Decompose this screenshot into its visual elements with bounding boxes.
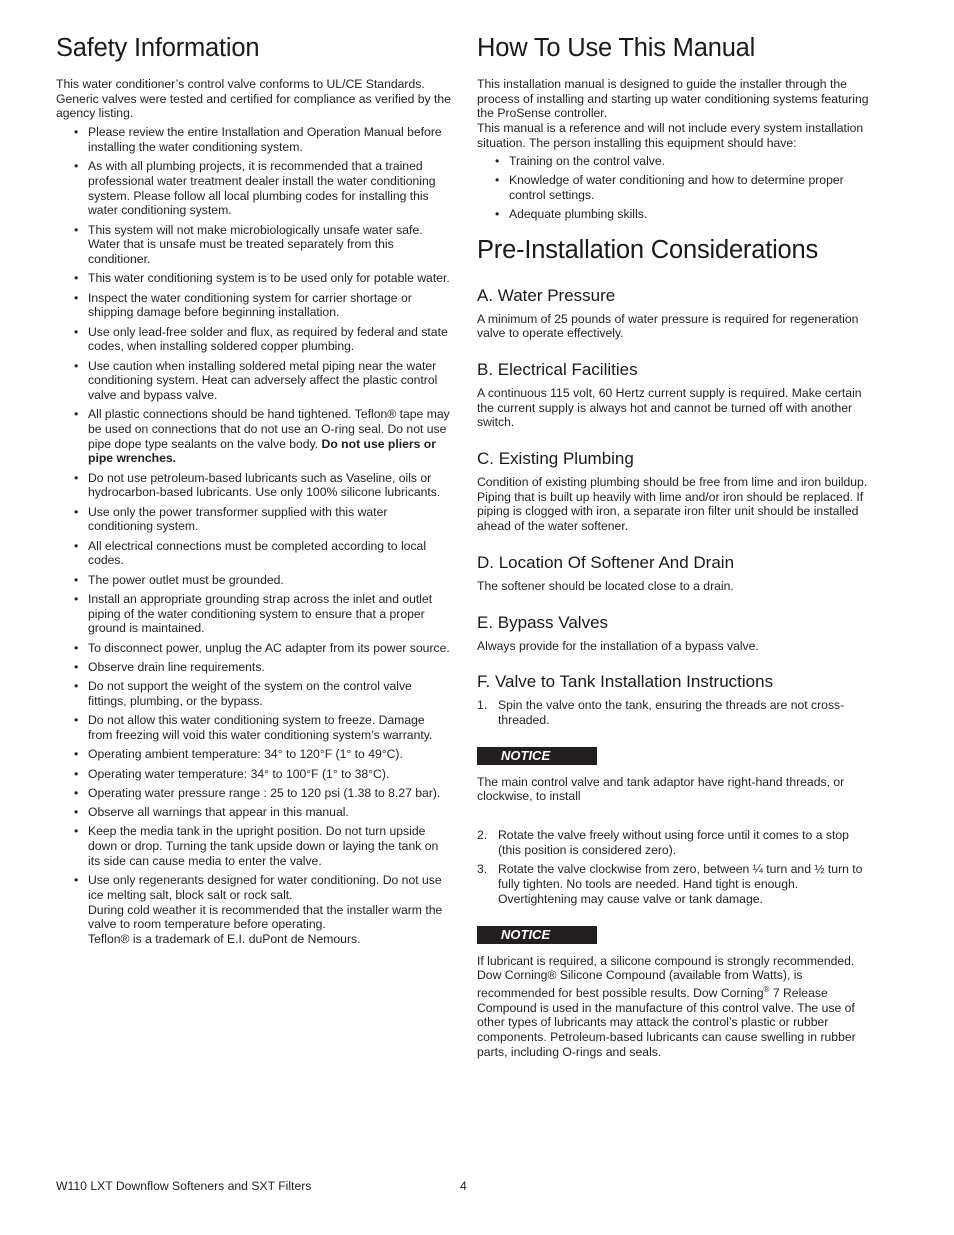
- list-item: • Operating ambient temperature: 34° to 120°F (1° to 49°C).: [88, 747, 451, 762]
- list-item: • Observe drain line requirements.: [88, 660, 451, 675]
- safety-intro: This water conditioner’s control valve conforms to UL/CE Standards. Generic valves were tested and certified for compliance as verified by the agency listing.: [56, 77, 451, 121]
- section-heading: E. Bypass Valves: [477, 612, 609, 632]
- section-heading: B. Electrical Facilities: [477, 359, 638, 379]
- right-column: [477, 34, 872, 1060]
- section-water-pressure: [477, 286, 872, 341]
- list-item: • To disconnect power, unplug the AC adapter from its power source.: [88, 641, 451, 656]
- list-item: • As with all plumbing projects, it is recommended that a trained professional water treatment dealer install the water conditioning system. Please follow all local plumbing codes for installing this water conditioning system.: [88, 159, 451, 218]
- registered-mark: ®: [763, 984, 770, 994]
- list-item-text: All plastic connections should be hand tightened. Teflon® tape may be used on connections that do not use an O-ring seal. Do not use pipe dope type sealants on the valve body.: [88, 407, 450, 451]
- left-column: [56, 34, 451, 951]
- pre-installation-title: Pre-Installation Considerations: [477, 235, 819, 264]
- footer-document-title: W110 LXT Downflow Softeners and SXT Filters: [56, 1179, 312, 1193]
- list-item: • Adequate plumbing skills.: [509, 207, 872, 222]
- list-item: • Use only the power transformer supplied with this water conditioning system.: [88, 505, 451, 534]
- list-item: • Do not support the weight of the system on the control valve fittings, plumbing, or the bypass.: [88, 679, 451, 708]
- section-text: A continuous 115 volt, 60 Hertz current supply is required. Make certain the current supply is always hot and cannot be turned off with another switch.: [477, 385, 862, 430]
- list-item-text: Use only regenerants designed for water conditioning. Do not use ice melting salt, block salt or rock salt.: [88, 873, 442, 902]
- list-item: • Inspect the water conditioning system for carrier shortage or shipping damage before beginning installation.: [88, 291, 451, 320]
- section-text: The softener should be located close to a drain.: [477, 578, 734, 593]
- section-valve-install: [477, 672, 872, 1059]
- step-number: 3.: [477, 862, 488, 877]
- notice-text: [477, 954, 872, 1060]
- list-item: • Operating water temperature: 34° to 100°F (1° to 38°C).: [88, 767, 451, 782]
- section-text: Always provide for the installation of a bypass valve.: [477, 638, 759, 653]
- list-item: [88, 873, 451, 947]
- warning-bold-text: Do not use pliers or pipe wrenches.: [88, 436, 436, 466]
- manual-list: [477, 154, 872, 222]
- list-item: [88, 407, 451, 466]
- section-electrical: [477, 360, 872, 430]
- section-heading: C. Existing Plumbing: [477, 449, 634, 469]
- list-item: • Please review the entire Installation and Operation Manual before installing the water conditioning system.: [88, 125, 451, 154]
- list-item: • All electrical connections must be completed according to local codes.: [88, 539, 451, 568]
- step-text: Rotate the valve clockwise from zero, between ¼ turn and ½ turn to fully tighten. No tools are needed. Hand tight is enough. Overtightening may cause valve or tank damage.: [498, 862, 863, 906]
- manual-paragraph-1: This installation manual is designed to guide the installer through the process of installing and starting up water conditioning systems featuring the ProSense controller.: [477, 77, 869, 121]
- section-location: [477, 553, 872, 594]
- list-item: • Use caution when installing soldered metal piping near the water conditioning system. Heat can adversely affect the plastic control valve and bypass valve.: [88, 359, 451, 403]
- manual-title: How To Use This Manual: [477, 34, 756, 62]
- list-item: • Operating water pressure range : 25 to 120 psi (1.38 to 8.27 bar).: [88, 786, 451, 801]
- trademark-note: Teflon® is a trademark of E.I. duPont de Nemours.: [88, 931, 361, 946]
- manual-paragraph-2: This manual is a reference and will not include every system installation situation. The person installing this equipment should have:: [477, 121, 864, 150]
- section-heading: D. Location Of Softener And Drain: [477, 552, 735, 572]
- install-steps: [477, 828, 872, 907]
- list-item: [477, 828, 872, 857]
- list-item: • Training on the control valve.: [509, 154, 872, 169]
- page-number: 4: [460, 1179, 467, 1193]
- list-item: • This water conditioning system is to be used only for potable water.: [88, 271, 451, 286]
- notice-badge: NOTICE: [477, 926, 597, 944]
- list-item: • Use only lead-free solder and flux, as required by federal and state codes, when installing soldered copper plumbing.: [88, 325, 451, 354]
- step-number: 1.: [477, 698, 488, 713]
- list-item: • Do not allow this water conditioning system to freeze. Damage from freezing will void this water conditioning system’s warranty.: [88, 713, 451, 742]
- list-item: • Install an appropriate grounding strap across the inlet and outlet piping of the water conditioning system to ensure that a proper ground is maintained.: [88, 592, 451, 636]
- step-text: Rotate the valve freely without using force until it comes to a stop (this position is considered zero).: [498, 828, 849, 857]
- section-heading: A. Water Pressure: [477, 285, 616, 305]
- step-number: 2.: [477, 828, 488, 843]
- section-bypass: [477, 613, 872, 654]
- list-item: • The power outlet must be grounded.: [88, 573, 451, 588]
- notice-text: The main control valve and tank adaptor have right-hand threads, or clockwise, to install: [477, 774, 845, 804]
- section-plumbing: [477, 449, 872, 534]
- install-steps: [477, 698, 872, 727]
- list-item: • Do not use petroleum-based lubricants such as Vaseline, oils or hydrocarbon-based lubricants. Use only 100% silicone lubricants.: [88, 471, 451, 500]
- list-item: • Knowledge of water conditioning and how to determine proper control settings.: [509, 173, 872, 202]
- section-text: A minimum of 25 pounds of water pressure is required for regeneration valve to operate effectively.: [477, 311, 859, 341]
- list-item: [477, 698, 872, 727]
- safety-list: [56, 125, 451, 947]
- list-item: • Keep the media tank in the upright position. Do not turn upside down or drop. Turning the tank upside down or laying the tank on its side can cause media to enter the valve.: [88, 824, 451, 868]
- notice-badge: NOTICE: [477, 747, 597, 765]
- step-text: Spin the valve onto the tank, ensuring the threads are not cross-threaded.: [498, 698, 845, 727]
- section-text: Condition of existing plumbing should be free from lime and iron buildup. Piping that is built up heavily with lime and/or iron should be replaced. If piping is clogged with iron, a separate iron filter unit should be installed ahead of the water softener.: [477, 475, 868, 534]
- list-item: [477, 862, 872, 906]
- list-item: • This system will not make microbiologically unsafe water safe. Water that is unsafe must be treated separately from this conditioner.: [88, 223, 451, 267]
- cold-weather-note: During cold weather it is recommended that the installer warm the valve to room temperature before operating.: [88, 902, 443, 932]
- section-heading: F. Valve to Tank Installation Instructions: [477, 672, 774, 692]
- list-item: • Observe all warnings that appear in this manual.: [88, 805, 451, 820]
- safety-title: Safety Information: [56, 34, 260, 62]
- notice-text-part: 7 Release Compound is used in the manufacture of this control valve. The use of other types of lubricants may attack the control’s plastic or rubber components. Petroleum-based lubricants can cause swelling in rubber parts, including O-rings and seals.: [477, 986, 856, 1059]
- notice-text-part: If lubricant is required, a silicone compound is strongly recommended. Dow Corning® Silicone Compound (available from Watts), is recommended for best possible results. Dow Corning: [477, 953, 855, 1001]
